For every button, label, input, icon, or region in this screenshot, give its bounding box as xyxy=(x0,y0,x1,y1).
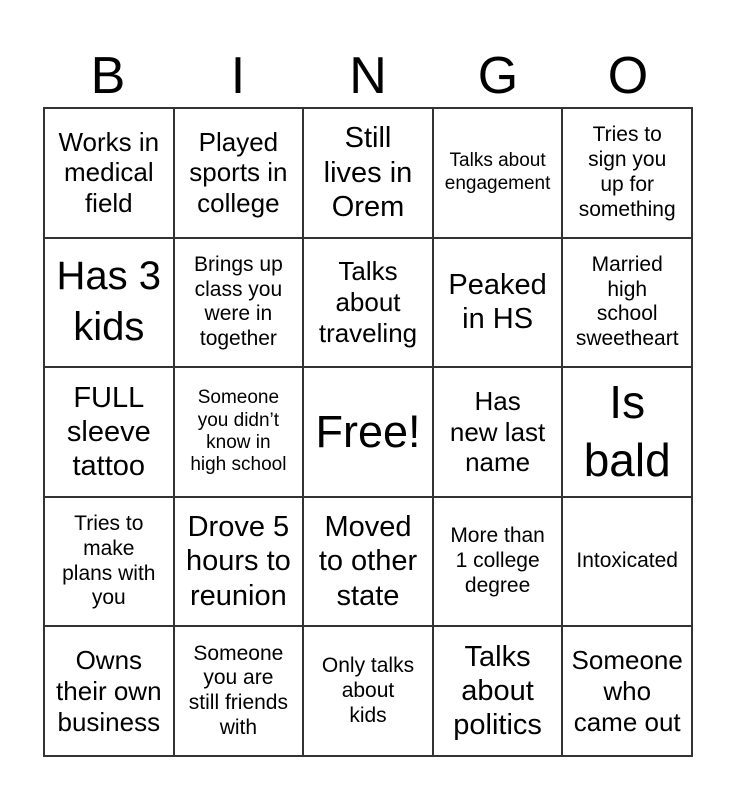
bingo-cell[interactable]: Moved to other state xyxy=(303,497,433,627)
header-letter-i: I xyxy=(230,47,246,105)
header-letter-g: G xyxy=(477,47,519,105)
bingo-cell[interactable]: Talks about engagement xyxy=(433,108,563,238)
bingo-cell[interactable]: Peaked in HS xyxy=(433,238,563,368)
bingo-cell[interactable]: Intoxicated xyxy=(562,497,692,627)
bingo-cell[interactable]: More than 1 college degree xyxy=(433,497,563,627)
bingo-cell[interactable]: Someone you didn’t know in high school xyxy=(174,367,304,497)
bingo-board xyxy=(43,107,693,757)
header-letter-n: N xyxy=(349,47,387,105)
free-space[interactable]: Free! xyxy=(303,367,433,497)
header-letter-b: B xyxy=(90,47,126,105)
bingo-cell[interactable]: Only talks about kids xyxy=(303,626,433,756)
bingo-cell[interactable]: Owns their own business xyxy=(44,626,174,756)
bingo-cell[interactable]: Played sports in college xyxy=(174,108,304,238)
header-letter-o: O xyxy=(607,47,649,105)
bingo-cell[interactable]: Drove 5 hours to reunion xyxy=(174,497,304,627)
bingo-cell[interactable]: Talks about traveling xyxy=(303,238,433,368)
bingo-cell[interactable]: Works in medical field xyxy=(44,108,174,238)
bingo-cell[interactable]: Brings up class you were in together xyxy=(174,238,304,368)
bingo-cell[interactable]: Talks about politics xyxy=(433,626,563,756)
bingo-cell[interactable]: Someone who came out xyxy=(562,626,692,756)
bingo-cell[interactable]: Is bald xyxy=(562,367,692,497)
bingo-cell[interactable]: Someone you are still friends with xyxy=(174,626,304,756)
bingo-cell[interactable]: Married high school sweetheart xyxy=(562,238,692,368)
bingo-cell[interactable]: Still lives in Orem xyxy=(303,108,433,238)
bingo-cell[interactable]: Tries to sign you up for something xyxy=(562,108,692,238)
bingo-cell[interactable]: FULL sleeve tattoo xyxy=(44,367,174,497)
bingo-cell[interactable]: Tries to make plans with you xyxy=(44,497,174,627)
bingo-header xyxy=(43,46,693,106)
bingo-cell[interactable]: Has 3 kids xyxy=(44,238,174,368)
bingo-cell[interactable]: Has new last name xyxy=(433,367,563,497)
